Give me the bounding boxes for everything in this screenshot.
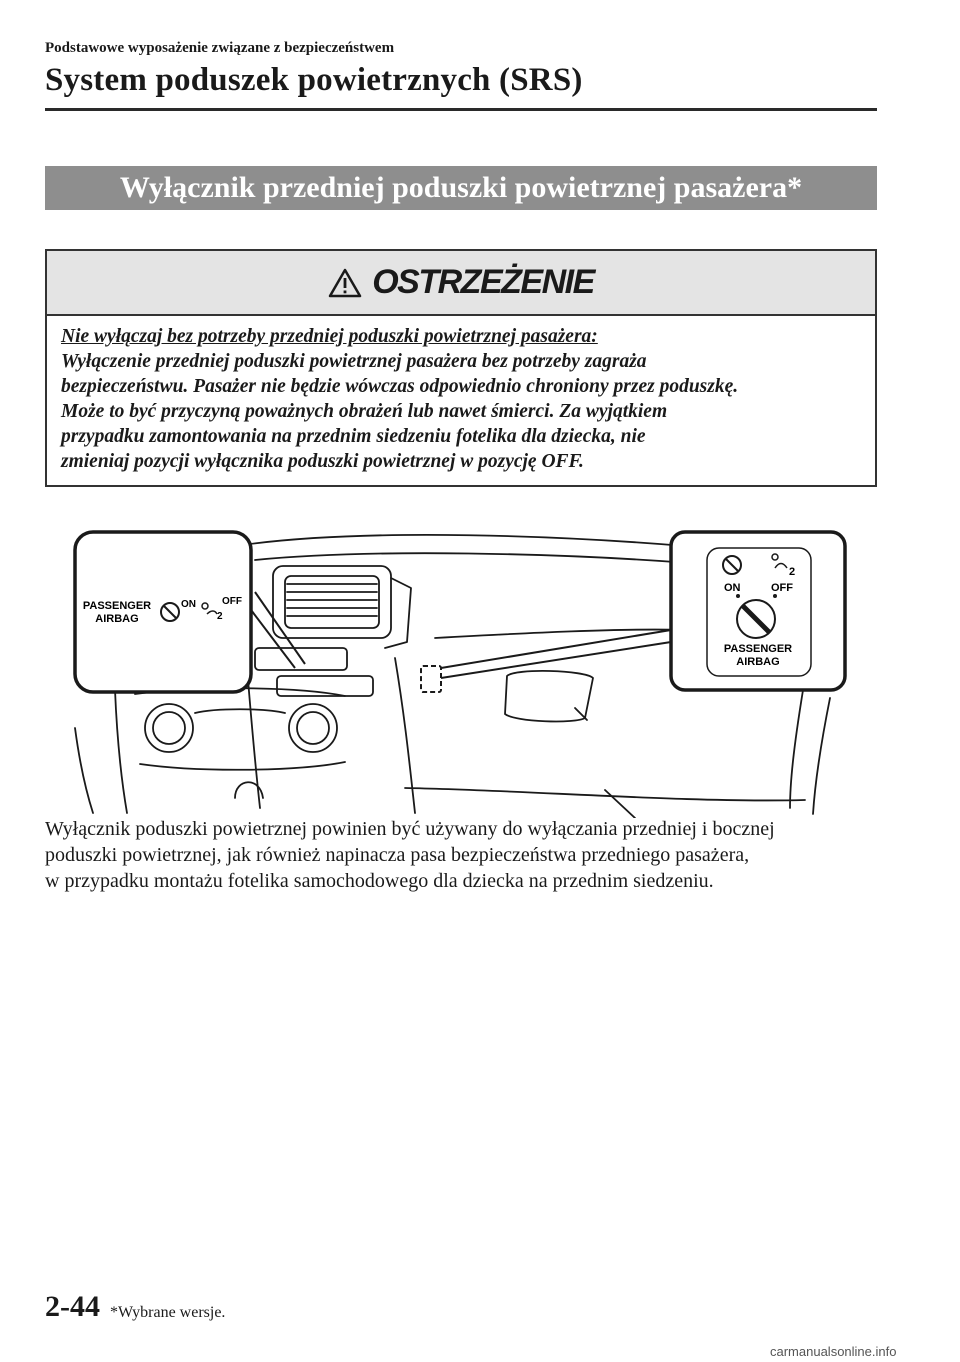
warning-line: Wyłączenie przedniej poduszki powietrznej pasażera bez potrzeby zagraża <box>61 351 647 372</box>
warning-line: bezpieczeństwu. Pasażer nie będzie wówczas odpowiednio chroniony przez poduszkę. <box>61 376 739 397</box>
right-inset-label-line1: PASSENGER <box>723 643 793 655</box>
page-title: System poduszek powietrznych (SRS) <box>45 62 583 98</box>
left-inset-on: ON <box>181 599 196 610</box>
warning-line: Może to być przyczyną poważnych obrażeń lub nawet śmierci. Za wyjątkiem <box>61 401 668 422</box>
left-inset-callout <box>75 532 251 692</box>
page-number: 2-44 <box>45 1290 100 1323</box>
left-inset-label-line2: AIRBAG <box>95 613 139 625</box>
right-inset-on: ON <box>724 582 741 594</box>
warning-line: zmieniaj pozycji wyłącznika poduszki powietrznej w pozycję OFF. <box>61 451 584 472</box>
caption-line: w przypadku montażu fotelika samochodowego dla dziecka na przednim siedzeniu. <box>45 870 714 892</box>
caption <box>45 816 885 894</box>
warning-header <box>47 251 875 316</box>
warning-line: przypadku zamontowania na przednim siedzeniu fotelika dla dziecka, nie <box>61 426 646 447</box>
section-title-banner <box>45 166 877 210</box>
dashboard-top-line <box>250 535 685 546</box>
section-title: Wyłącznik przedniej poduszki powietrznej pasażera* <box>119 171 803 204</box>
caption-line: Wyłącznik poduszki powietrznej powinien być używany do wyłączania przedniej i bocznej <box>45 818 775 840</box>
left-inset-off: OFF <box>222 596 242 607</box>
right-inset-callout <box>671 532 845 690</box>
right-inset-label-line2: AIRBAG <box>736 656 780 668</box>
warning-lead: Nie wyłączaj bez potrzeby przedniej poduszki powietrznej pasażera: <box>61 326 598 347</box>
footnote: *Wybrane wersje. <box>110 1304 226 1321</box>
watermark: carmanualsonline.info <box>770 1344 897 1359</box>
right-inset-num: 2 <box>789 566 796 578</box>
title-divider <box>45 108 877 111</box>
dashboard-illustration <box>45 518 877 818</box>
warning-body <box>47 316 875 474</box>
warning-triangle-icon <box>328 268 362 298</box>
breadcrumb: Podstawowe wyposażenie związane z bezpieczeństwem <box>45 40 395 56</box>
warning-title: OSTRZEŻENIE <box>372 263 594 301</box>
switch-location-marker <box>421 666 441 692</box>
warning-box <box>45 249 877 487</box>
left-inset-num: 2 <box>217 611 223 622</box>
left-inset-label-line1: PASSENGER <box>82 600 152 612</box>
caption-line: poduszki powietrznej, jak również napinacza pasa bezpieczeństwa przedniego pasażera, <box>45 844 750 866</box>
right-inset-off: OFF <box>771 582 793 594</box>
